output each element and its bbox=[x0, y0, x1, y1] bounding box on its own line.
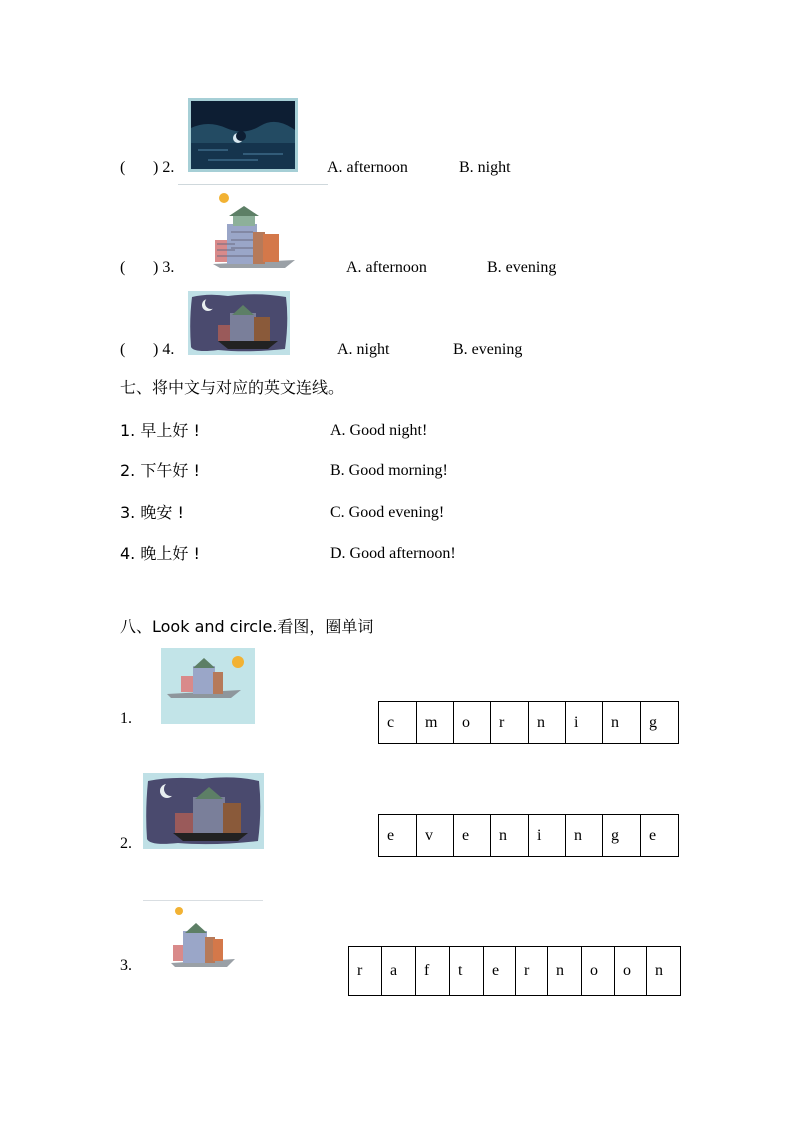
letter-cell[interactable]: i bbox=[566, 701, 603, 744]
letter-cell[interactable]: n bbox=[566, 814, 603, 857]
option-a: A. night bbox=[337, 341, 390, 358]
divider bbox=[178, 184, 328, 185]
letter-cell[interactable]: v bbox=[417, 814, 454, 857]
option-b: B. evening bbox=[487, 259, 557, 276]
night-sea-moon-picture bbox=[188, 98, 298, 172]
option-a: A. afternoon bbox=[346, 259, 427, 276]
english-greeting: D. Good afternoon! bbox=[330, 545, 456, 562]
chinese-greeting: 4. 晚上好 ! bbox=[120, 544, 200, 563]
answer-bracket-open: ( bbox=[120, 159, 126, 176]
divider bbox=[143, 900, 263, 901]
building-with-moon-picture bbox=[143, 773, 264, 849]
letter-cell[interactable]: g bbox=[603, 814, 641, 857]
section-heading-7: 七、将中文与对应的英文连线。 bbox=[120, 378, 345, 397]
letter-cell[interactable]: o bbox=[454, 701, 491, 744]
letter-cell[interactable]: o bbox=[615, 946, 647, 996]
section-heading-8: 八、Look and circle.看图，圈单词 bbox=[120, 617, 374, 636]
letter-cell[interactable]: n bbox=[491, 814, 529, 857]
letter-cell[interactable]: o bbox=[582, 946, 615, 996]
chinese-greeting: 3. 晚安 ! bbox=[120, 503, 184, 522]
letter-cell[interactable]: e bbox=[379, 814, 417, 857]
letter-cell[interactable]: g bbox=[641, 701, 679, 744]
letter-cell[interactable]: a bbox=[382, 946, 416, 996]
building-with-sun-sky-picture bbox=[161, 648, 255, 724]
answer-bracket-open: ( bbox=[120, 341, 126, 358]
question-number: ) 4. bbox=[153, 341, 175, 358]
letter-cell[interactable]: r bbox=[516, 946, 548, 996]
letter-cell[interactable]: f bbox=[416, 946, 450, 996]
chinese-greeting: 2. 下午好 ! bbox=[120, 461, 200, 480]
letter-cell[interactable]: i bbox=[529, 814, 566, 857]
letter-cell[interactable]: n bbox=[548, 946, 582, 996]
letter-grid bbox=[378, 814, 679, 857]
english-greeting: B. Good morning! bbox=[330, 462, 448, 479]
building-with-sun-picture bbox=[205, 188, 297, 272]
letter-cell[interactable]: m bbox=[417, 701, 454, 744]
english-greeting: C. Good evening! bbox=[330, 504, 445, 521]
letter-grid bbox=[348, 946, 681, 996]
letter-cell[interactable]: r bbox=[491, 701, 529, 744]
item-number: 1. bbox=[120, 710, 132, 727]
building-with-moon-picture bbox=[188, 291, 290, 355]
letter-cell[interactable]: r bbox=[349, 946, 382, 996]
letter-cell[interactable]: t bbox=[450, 946, 484, 996]
building-with-sun-picture bbox=[165, 903, 240, 971]
letter-grid bbox=[378, 701, 679, 744]
answer-bracket-open: ( bbox=[120, 259, 126, 276]
letter-cell[interactable]: e bbox=[484, 946, 516, 996]
letter-cell[interactable]: c bbox=[379, 701, 417, 744]
letter-cell[interactable]: n bbox=[603, 701, 641, 744]
option-a: A. afternoon bbox=[327, 159, 408, 176]
question-number: ) 2. bbox=[153, 159, 175, 176]
item-number: 3. bbox=[120, 957, 132, 974]
item-number: 2. bbox=[120, 835, 132, 852]
letter-cell[interactable]: e bbox=[454, 814, 491, 857]
letter-cell[interactable]: e bbox=[641, 814, 679, 857]
letter-cell[interactable]: n bbox=[529, 701, 566, 744]
option-b: B. night bbox=[459, 159, 511, 176]
chinese-greeting: 1. 早上好 ! bbox=[120, 421, 200, 440]
english-greeting: A. Good night! bbox=[330, 422, 428, 439]
option-b: B. evening bbox=[453, 341, 523, 358]
letter-cell[interactable]: n bbox=[647, 946, 681, 996]
question-number: ) 3. bbox=[153, 259, 175, 276]
